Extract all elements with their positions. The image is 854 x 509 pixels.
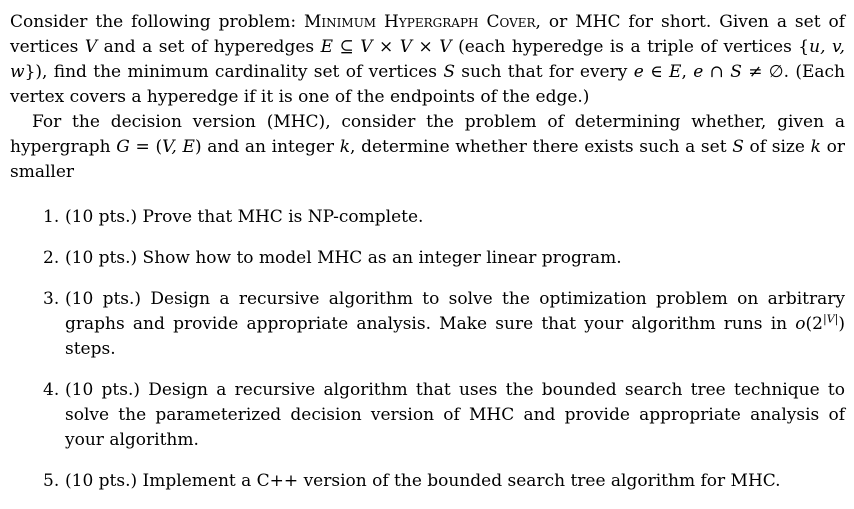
item-text: (10 pts.) Implement a C++ version of the bounded search tree algorithm for MHC.: [65, 471, 781, 491]
item-number: 4.: [43, 380, 60, 400]
list-item-1: [43, 205, 845, 230]
item-text: (10 pts.) Design a recursive algorithm to solve the optimization problem on arbitrary graphs and provide appropriate analysis. Make sure that your algorithm runs in $o(2^{|V|})$ steps.: [65, 289, 845, 359]
item-text: (10 pts.) Show how to model MHC as an integer linear program.: [65, 248, 622, 268]
problem-statement-paragraph: Consider the following problem: Minimum Hypergraph Cover, or MHC for short. Given a set of vertices V and a set of hyperedges E ⊆ V × V × V (each hyperedge is a triple of vertices {u, v, w}), find the minimum cardinality set of vertices S such that for every e ∈ E, e ∩ S ≠ ∅. (Each vertex covers a hyperedge if it is one of the endpoints of the edge.): [10, 12, 846, 107]
item-number: 3.: [43, 289, 60, 309]
item-number: 1.: [43, 207, 60, 227]
item-text: (10 pts.) Prove that MHC is NP-complete.: [65, 207, 424, 227]
item-text: (10 pts.) Design a recursive algorithm that uses the bounded search tree technique to solve the parameterized decision version of MHC and provide appropriate analysis of your algorithm.: [65, 380, 845, 450]
item-number: 5.: [43, 471, 60, 491]
list-item-4: [43, 378, 845, 453]
list-item-5: [43, 469, 845, 494]
list-item-2: [43, 246, 845, 271]
problem-list: [43, 205, 845, 494]
item-number: 2.: [43, 248, 60, 268]
decision-version-paragraph: For the decision version (MHC), consider the problem of determining whether, given a hypergraph G = (V, E) and an integer k, determine whether there exists such a set S of size k or smaller: [10, 112, 845, 182]
list-item-3: [43, 287, 845, 362]
